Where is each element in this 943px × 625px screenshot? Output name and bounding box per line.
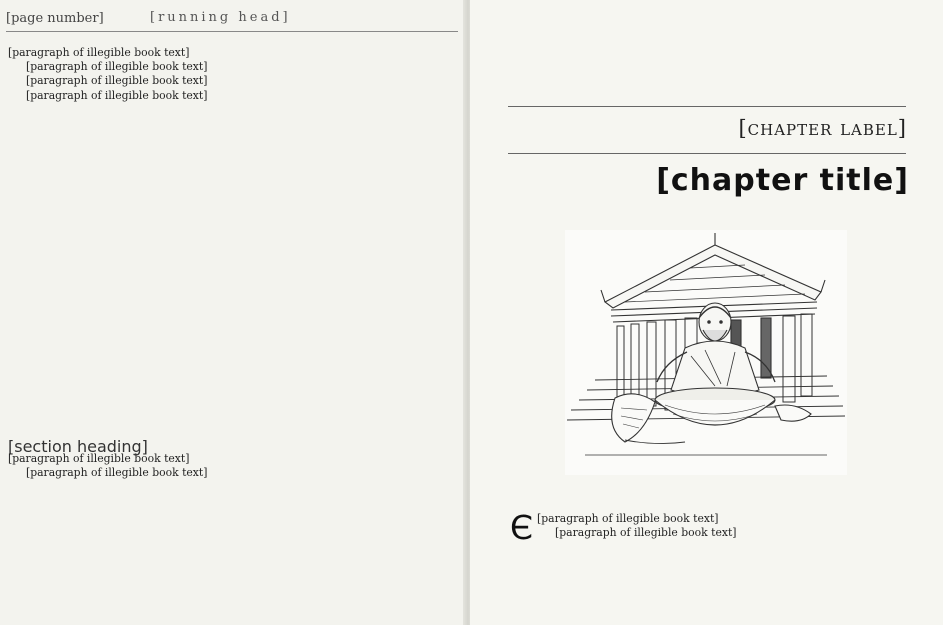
left-body-text	[8, 46, 408, 103]
chapter-rule-bottom	[508, 153, 906, 154]
section-heading: [section heading]	[8, 437, 148, 457]
paragraph-text: [paragraph of illegible book text]	[537, 512, 719, 525]
header-rule	[6, 31, 458, 32]
right-page	[470, 0, 943, 625]
chapter-rule-top	[508, 106, 906, 107]
paragraph: [paragraph of illegible book text]	[26, 74, 208, 88]
paragraph	[510, 508, 908, 547]
left-page	[0, 0, 466, 625]
chapter-label: [chapter label]	[738, 116, 907, 140]
running-head: [running head]	[150, 10, 291, 25]
paragraph: [paragraph of illegible book text]	[26, 466, 208, 480]
chapter-illustration	[565, 230, 847, 475]
drop-cap: Є	[510, 508, 534, 547]
paragraph: [paragraph of illegible book text]	[8, 46, 190, 59]
right-body-text	[510, 508, 908, 547]
paragraph: [paragraph of illegible book text]	[555, 526, 737, 540]
chapter-title: [chapter title]	[656, 163, 909, 198]
page-number: [page number]	[6, 11, 104, 26]
paragraph: [paragraph of illegible book text]	[26, 60, 208, 74]
paragraph: [paragraph of illegible book text]	[26, 88, 208, 102]
section-body-text	[8, 452, 408, 480]
paragraph: [paragraph of illegible book text]	[8, 452, 190, 465]
